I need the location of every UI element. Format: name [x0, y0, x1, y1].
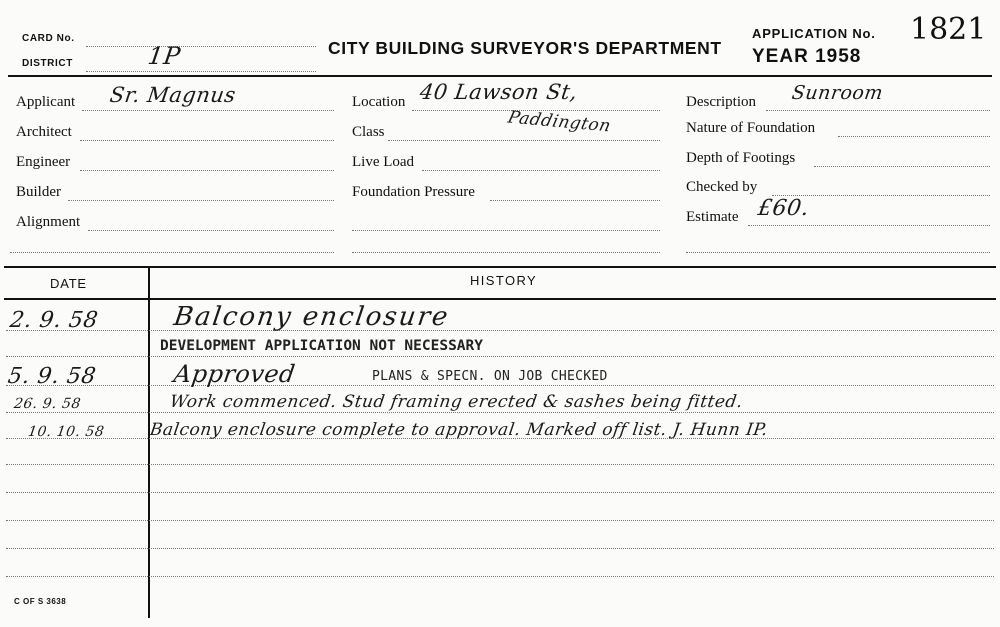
- location-label: Location: [352, 94, 406, 110]
- history-column-header: HISTORY: [470, 273, 538, 288]
- description-label: Description: [686, 94, 756, 110]
- estimate-line: [748, 225, 990, 226]
- department-title: CITY BUILDING SURVEYOR'S DEPARTMENT: [328, 38, 722, 58]
- extra-line-3: [352, 252, 660, 253]
- engineer-label: Engineer: [16, 154, 71, 170]
- row-5-entry: Balcony enclosure complete to approval. Marked off list. J. Hunn IP.: [148, 420, 770, 440]
- row-4-date: 26. 9. 58: [12, 396, 82, 412]
- architect-line: [80, 140, 334, 141]
- row-line: [6, 412, 994, 413]
- table-top-rule: [4, 266, 996, 268]
- depth-of-footings-line: [814, 166, 990, 167]
- header-rule: [8, 75, 992, 77]
- description-value: Sunroom: [790, 82, 885, 104]
- year-label: YEAR 1958: [752, 46, 862, 67]
- extra-line-2: [352, 230, 660, 231]
- row-line: [6, 520, 994, 521]
- row-line: [6, 385, 994, 386]
- row-3-stamp: PLANS & SPECN. ON JOB CHECKED: [372, 369, 608, 384]
- row-2-stamp: DEVELOPMENT APPLICATION NOT NECESSARY: [160, 338, 484, 354]
- row-line: [6, 464, 994, 465]
- estimate-value: £60.: [756, 196, 811, 221]
- applicant-line: [82, 110, 334, 111]
- foundation-pressure-line: [490, 200, 660, 201]
- checked-by-label: Checked by: [686, 179, 758, 195]
- description-line: [766, 110, 990, 111]
- card-no-label: CARD No.: [22, 33, 75, 44]
- applicant-value: Sr. Magnus: [108, 83, 238, 107]
- architect-label: Architect: [16, 124, 72, 140]
- engineer-line: [80, 170, 334, 171]
- district-line: [86, 71, 316, 72]
- row-3-date: 5. 9. 58: [6, 364, 98, 389]
- row-1-date: 2. 9. 58: [8, 308, 100, 333]
- row-line: [6, 330, 994, 331]
- date-column-header: DATE: [50, 276, 87, 291]
- alignment-label: Alignment: [16, 214, 81, 230]
- row-line: [6, 576, 994, 577]
- district-label: DISTRICT: [22, 58, 73, 69]
- class-value: Paddington: [505, 107, 613, 137]
- district-value: 1P: [146, 42, 183, 70]
- nature-of-foundation-line: [838, 136, 990, 137]
- live-load-line: [422, 170, 660, 171]
- foundation-pressure-label: Foundation Pressure: [352, 184, 475, 200]
- extra-line-1: [10, 252, 334, 253]
- estimate-label: Estimate: [686, 209, 739, 225]
- row-3-entry: Approved: [172, 360, 298, 388]
- row-5-date: 10. 10. 58: [26, 424, 106, 440]
- application-no-value: 1821: [910, 12, 987, 47]
- nature-of-foundation-label: Nature of Foundation: [686, 120, 816, 136]
- card-no-line: [86, 46, 316, 47]
- extra-line-4: [686, 252, 990, 253]
- live-load-label: Live Load: [352, 154, 415, 170]
- depth-of-footings-label: Depth of Footings: [686, 150, 796, 166]
- row-line: [6, 356, 994, 357]
- application-no-label: APPLICATION No.: [752, 26, 876, 41]
- location-value: 40 Lawson St,: [418, 80, 580, 104]
- form-code: C OF S 3638: [14, 597, 67, 606]
- table-column-divider: [148, 266, 150, 618]
- row-1-entry: Balcony enclosure: [171, 302, 452, 332]
- class-label: Class: [352, 124, 385, 140]
- row-line: [6, 492, 994, 493]
- builder-line: [68, 200, 334, 201]
- row-line: [6, 548, 994, 549]
- table-header-rule: [4, 298, 996, 300]
- alignment-line: [88, 230, 334, 231]
- applicant-label: Applicant: [16, 94, 76, 110]
- row-4-entry: Work commenced. Stud framing erected & sashes being fitted.: [168, 392, 745, 412]
- class-line: [388, 140, 660, 141]
- builder-label: Builder: [16, 184, 61, 200]
